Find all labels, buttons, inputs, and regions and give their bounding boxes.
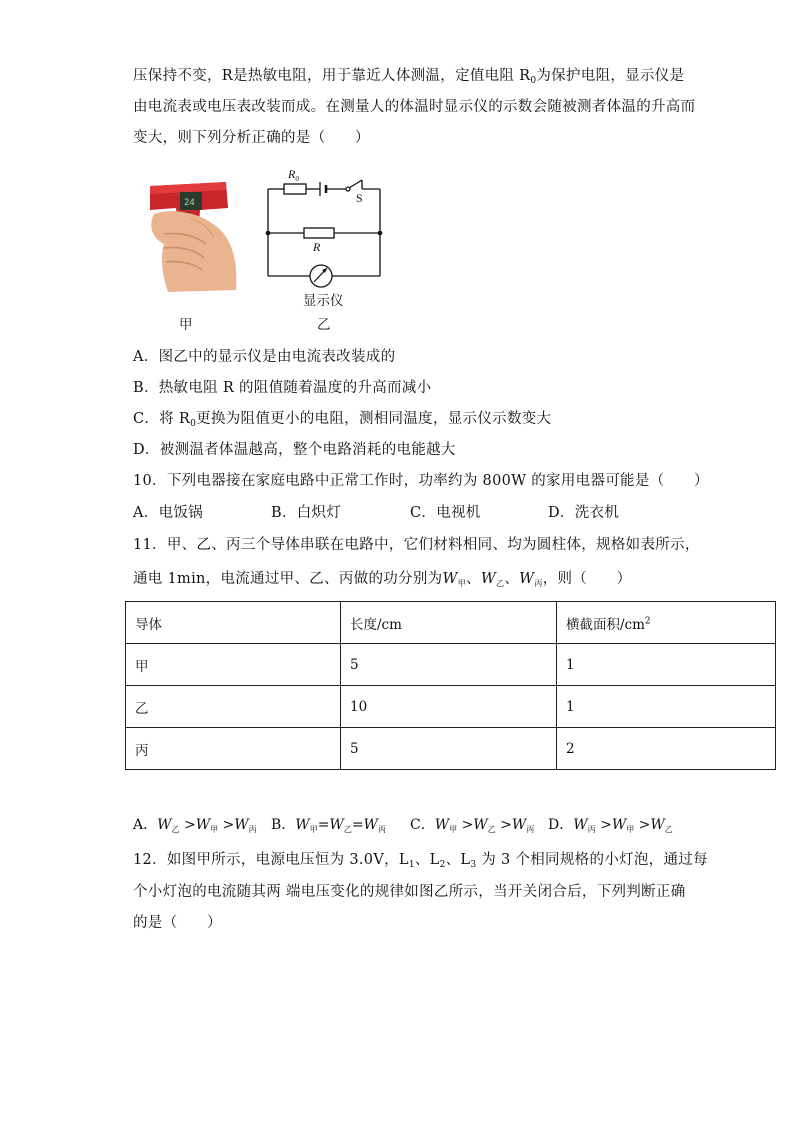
w-symbol: W: [473, 817, 488, 833]
q12-l2-pre: 、L: [414, 852, 440, 868]
q11-stem-pre: 通电 1min，电流通过甲、乙、丙做的功分别为: [133, 571, 443, 587]
switch-label: S: [356, 191, 363, 205]
q10-option-c: C．电视机: [410, 505, 481, 521]
w-sub-yi: 乙: [496, 579, 505, 588]
q10-option-a: A．电饭锅: [133, 505, 203, 521]
q9-option-c-sub: 0: [190, 419, 197, 429]
area-header-sup: 2: [644, 616, 651, 626]
r0-subscript: 0: [530, 76, 537, 86]
q12-l3-pre: 、L: [445, 852, 471, 868]
intro-line-2: 由电流表或电压表改装而成。在测量人的体温时显示仪的示数会随被测者体温的升高而: [133, 99, 696, 115]
q9-option-a: A．图乙中的显示仪是由电流表改装成的: [133, 349, 396, 365]
area-header-text: 横截面积/cm: [566, 616, 645, 633]
option-prefix: A．: [133, 817, 158, 833]
w-sub: 丙: [377, 825, 386, 834]
conductor-spec-table: [125, 601, 776, 770]
thermometer-illustration: [140, 178, 240, 296]
q12-line-2: 个小灯泡的电流随其两 端电压变化的规律如图乙所示，当开关闭合后，下列判断正确: [133, 884, 686, 900]
q12-line-1-pre: 12．如图甲所示，电源电压恒为 3.0V，L: [133, 852, 409, 868]
gt-sign: >: [500, 817, 512, 833]
w-symbol: W: [511, 817, 527, 833]
intro-line-1-text: 压保持不变，R是热敏电阻，用于靠近人体测温，定值电阻 R: [133, 68, 531, 84]
q11-stem-line-2: [133, 569, 632, 594]
w-sub: 丙: [587, 825, 596, 834]
w-sub: 甲: [626, 825, 635, 834]
w-symbol: W: [295, 817, 310, 833]
w-sub: 乙: [171, 825, 180, 834]
q11-stem-post: ，则（ ）: [542, 571, 632, 587]
q9-option-d: D．被测温者体温越高，整个电路消耗的电能越大: [133, 442, 456, 458]
l3-sub: 3: [470, 860, 477, 870]
table-header-cell: 导体: [126, 602, 341, 644]
option-prefix: D．: [548, 817, 574, 833]
eq-sign: =: [351, 817, 364, 833]
q11-stem-line-1: 11．甲、乙、丙三个导体串联在电路中，它们材料相同、均为圆柱体，规格如表所示，: [133, 537, 700, 553]
w-symbol: W: [195, 817, 211, 833]
table-row: [126, 644, 776, 686]
w-sub: 乙: [343, 825, 352, 834]
q9-option-c: [133, 409, 551, 434]
table-cell: 5: [341, 728, 557, 770]
meter-label: 显示仪: [303, 293, 344, 309]
intro-line-1-end: 为保护电阻，显示仪是: [536, 68, 685, 84]
table-cell: 5: [341, 644, 557, 686]
w-sub: 甲: [309, 825, 318, 834]
w-sub: 丙: [248, 825, 257, 834]
r0-resistor: [284, 184, 306, 194]
w-symbol: W: [434, 817, 450, 833]
table-cell: 1: [557, 644, 776, 686]
q12-line-1: [133, 850, 708, 875]
w-symbol: W: [650, 817, 665, 833]
gt-sign: >: [183, 817, 196, 833]
w-symbol: W: [519, 571, 535, 587]
q10-option-b: B．白炽灯: [271, 505, 342, 521]
q10-option-d: D．洗衣机: [548, 505, 620, 521]
w-symbol: W: [480, 571, 497, 587]
w-sub: 乙: [487, 825, 496, 834]
l2-sub: 2: [439, 860, 446, 870]
eq-sign: =: [317, 817, 330, 833]
q11-option-a: [133, 814, 257, 835]
w-symbol: W: [329, 817, 344, 833]
q10-stem: 10．下列电器接在家庭电路中正常工作时，功率约为 800W 的家用电器可能是（ ）: [133, 473, 709, 489]
w-symbol: W: [363, 817, 378, 833]
table-cell: 乙: [126, 686, 341, 728]
w-sub-bing: 丙: [534, 579, 543, 588]
w-sub: 丙: [526, 825, 535, 834]
gt-sign: >: [222, 817, 235, 833]
intro-line-1: [133, 66, 684, 91]
table-header-cell: 长度/cm: [341, 602, 557, 644]
w-sub: 甲: [210, 825, 219, 834]
q9-option-b: B．热敏电阻 R 的阻值随着温度的升高而减小: [133, 380, 432, 396]
gt-sign: >: [638, 817, 651, 833]
q11-option-d: [548, 814, 673, 835]
q11-option-c: [410, 814, 534, 835]
figure-label-yi: 乙: [317, 317, 331, 333]
option-prefix: C．: [410, 817, 435, 833]
gt-sign: >: [461, 817, 474, 833]
w-symbol: W: [573, 817, 588, 833]
junction-left: [266, 231, 271, 236]
w-sub: 甲: [449, 825, 458, 834]
q12-line-1-post: 为 3 个相同规格的小灯泡，通过每: [476, 852, 708, 868]
q9-option-c-post: 更换为阻值更小的电阻，测相同温度，显示仪示数变大: [196, 411, 552, 427]
separator: 、: [504, 571, 520, 587]
w-symbol: W: [157, 817, 172, 833]
q12-line-3: 的是（ ）: [133, 915, 222, 931]
w-sub: 乙: [664, 825, 673, 834]
separator: 、: [466, 571, 481, 587]
w-sub-jia: 甲: [457, 579, 466, 588]
table-row: [126, 686, 776, 728]
table-cell: 2: [557, 728, 776, 770]
switch-lever: [349, 180, 362, 188]
intro-line-3: 变大，则下列分析正确的是（ ）: [133, 130, 370, 146]
w-symbol: W: [234, 817, 249, 833]
w-symbol: W: [442, 571, 458, 587]
table-header-row: [126, 602, 776, 644]
gt-sign: >: [600, 817, 612, 833]
r-resistor: [304, 228, 334, 238]
q9-option-c-pre: C．将 R: [133, 411, 191, 427]
table-row: [126, 728, 776, 770]
r-label: R: [313, 240, 321, 254]
screen-readout: 24: [184, 198, 195, 208]
meter-icon: [310, 265, 332, 287]
q11-option-b: [271, 814, 386, 835]
table-cell: 1: [557, 686, 776, 728]
r0-label: $R_0$: [288, 167, 299, 183]
table-cell: 10: [341, 686, 557, 728]
l1-sub: 1: [408, 860, 415, 870]
table-header-cell: [557, 602, 776, 644]
w-symbol: W: [611, 817, 627, 833]
figure-label-jia: 甲: [179, 317, 193, 333]
junction-right: [378, 231, 383, 236]
table-cell: 甲: [126, 644, 341, 686]
option-prefix: B．: [271, 817, 296, 833]
table-cell: 丙: [126, 728, 341, 770]
